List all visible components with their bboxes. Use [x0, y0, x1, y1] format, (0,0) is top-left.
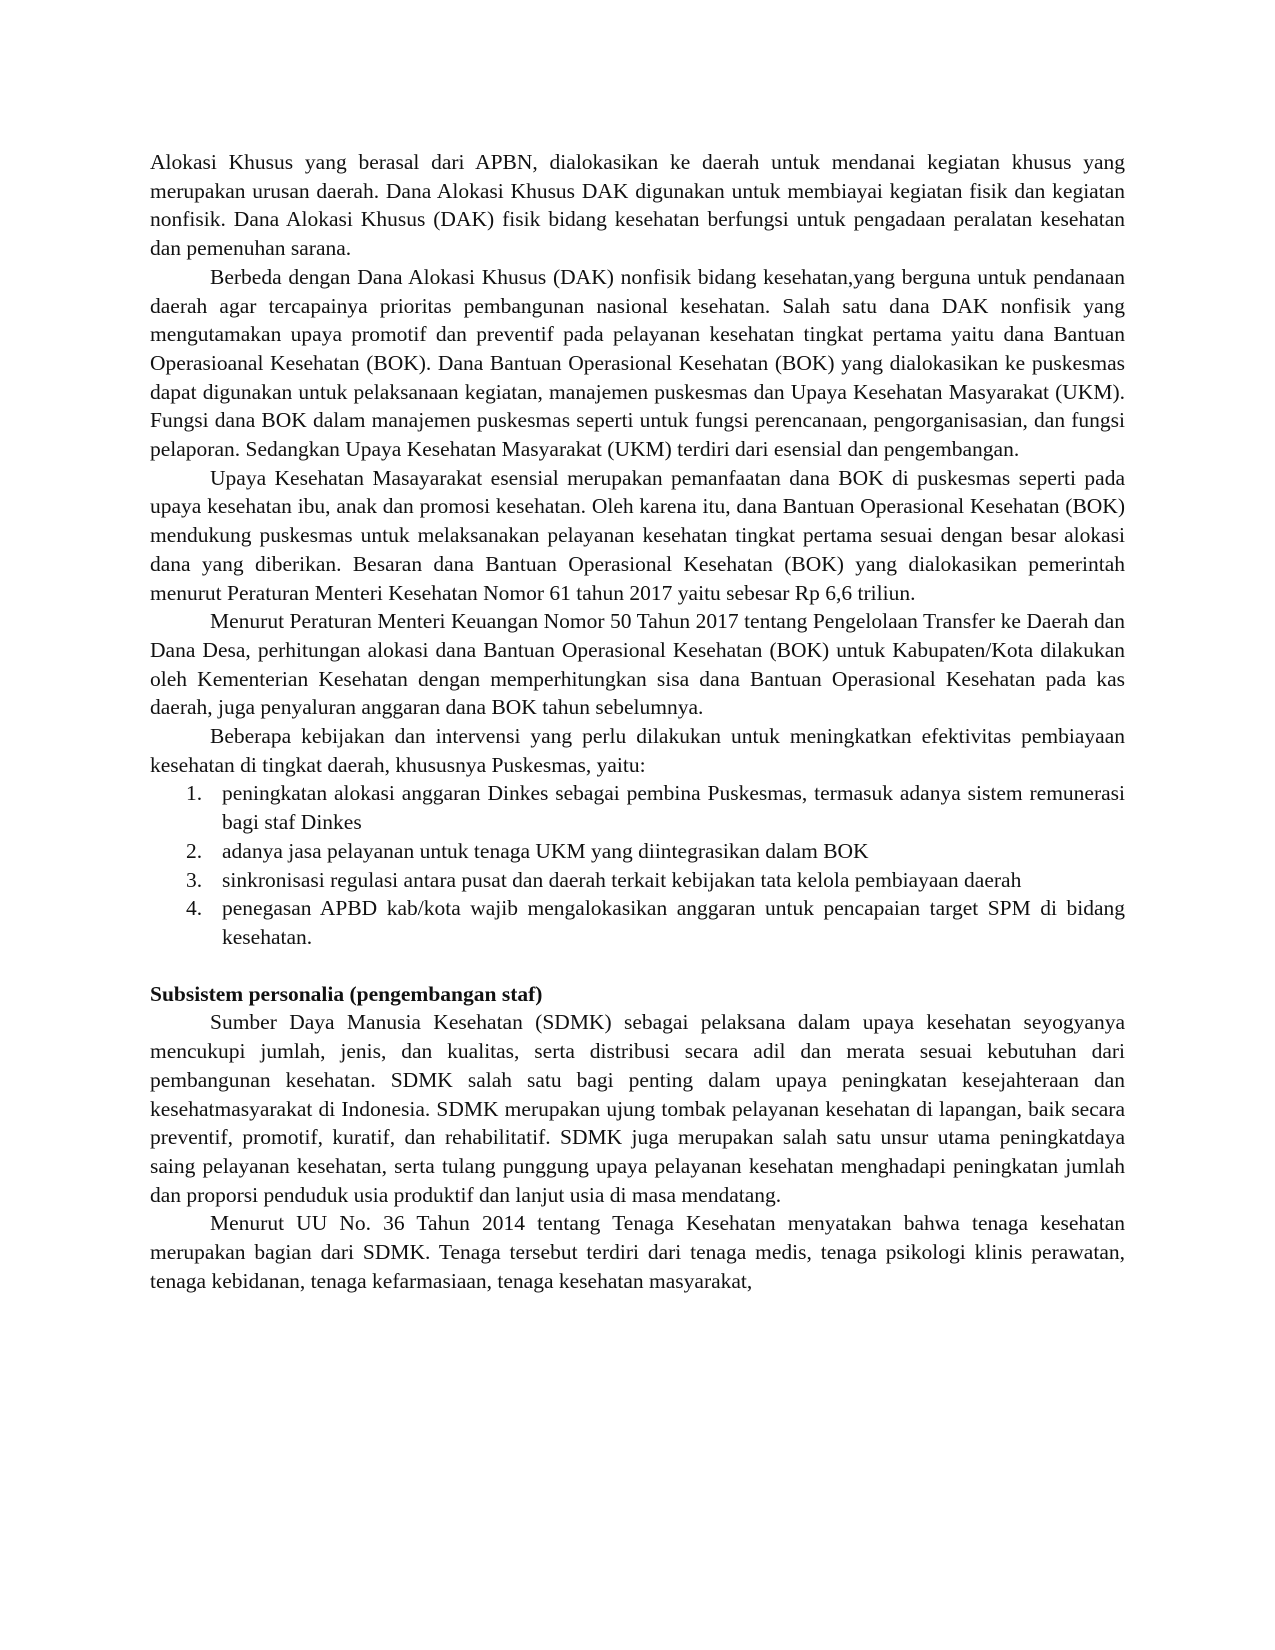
paragraph-uu-36: Menurut UU No. 36 Tahun 2014 tentang Tenaga Kesehatan menyatakan bahwa tenaga kesehatan merupakan bagian dari SDMK. Tenaga tersebut terdiri dari tenaga medis, tenaga psikologi klinis perawatan, tenaga kebidanan, tenaga kefarmasiaan, tenaga kesehatan masyarakat, [150, 1211, 1125, 1293]
list-text: peningkatan alokasi anggaran Dinkes sebagai pembina Puskesmas, termasuk adanya sistem remunerasi bagi staf Dinkes [222, 781, 1125, 835]
section-heading: Subsistem personalia (pengembangan staf) [150, 981, 543, 1006]
list-item [150, 866, 1125, 895]
list-text: sinkronisasi regulasi antara pusat dan daerah terkait kebijakan tata kelola pembiayaan daerah [222, 867, 1022, 892]
paragraph-dak-intro: Alokasi Khusus yang berasal dari APBN, dialokasikan ke daerah untuk mendanai kegiatan khusus yang merupakan urusan daerah. Dana Alokasi Khusus DAK digunakan untuk membiayai kegiatan fisik dan kegiatan nonfisik. Dana Alokasi Khusus (DAK) fisik bidang kesehatan berfungsi untuk pengadaan peralatan kesehatan dan pemenuhan sarana. [150, 150, 1125, 261]
list-number: 3. [186, 867, 203, 892]
list-number: 4. [186, 896, 203, 921]
paragraph-dak-nonfisik: Berbeda dengan Dana Alokasi Khusus (DAK) nonfisik bidang kesehatan,yang berguna untuk pendanaan daerah agar tercapainya prioritas pembangunan nasional kesehatan. Salah satu dana DAK nonfisik yang mengutamakan upaya promotif dan preventif pada pelayanan kesehatan tingkat pertama yaitu dana Bantuan Operasioanal Kesehatan (BOK). Dana Bantuan Operasional Kesehatan (BOK) yang dialokasikan ke puskesmas dapat digunakan untuk pelaksanaan kegiatan, manajemen puskesmas dan Upaya Kesehatan Masyarakat (UKM). Fungsi dana BOK dalam manajemen puskesmas seperti untuk fungsi perencanaan, pengorganisasian, dan fungsi pelaporan. Sedangkan Upaya Kesehatan Masyarakat (UKM) terdiri dari esensial dan pengembangan. [150, 264, 1125, 462]
list-item [150, 779, 1125, 836]
list-number: 2. [186, 838, 203, 863]
list-text: penegasan APBD kab/kota wajib mengalokasikan anggaran untuk pencapaian target SPM di bidang kesehatan. [222, 896, 1125, 949]
document-page [150, 148, 1125, 1295]
list-text: adanya jasa pelayanan untuk tenaga UKM yang diintegrasikan dalam BOK [222, 838, 869, 863]
paragraph-pmk-50: Menurut Peraturan Menteri Keuangan Nomor 50 Tahun 2017 tentang Pengelolaan Transfer ke Daerah dan Dana Desa, perhitungan alokasi dana Bantuan Operasional Kesehatan (BOK) untuk Kabupaten/Kota dilakukan oleh Kementerian Kesehatan dengan memperhitungkan sisa dana Bantuan Operasional Kesehatan pada kas daerah, juga penyaluran anggaran dana BOK tahun sebelumnya. [150, 609, 1125, 720]
list-item [150, 894, 1125, 951]
paragraph-sdmk: Sumber Daya Manusia Kesehatan (SDMK) sebagai pelaksana dalam upaya kesehatan seyogyanya mencukupi jumlah, jenis, dan kualitas, serta distribusi secara adil dan merata sesuai kebutuhan dari pembangunan kesehatan. SDMK salah satu bagi penting dalam upaya peningkatan kesejahteraan dan kesehatmasyarakat di Indonesia. SDMK merupakan ujung tombak pelayanan kesehatan di lapangan, baik secara preventif, promotif, kuratif, dan rehabilitatif. SDMK juga merupakan salah satu unsur utama peningkatdaya saing pelayanan kesehatan, serta tulang punggung upaya pelayanan kesehatan menghadapi peningkatan jumlah dan proporsi penduduk usia produktif dan lanjut usia di masa mendatang. [150, 1010, 1125, 1207]
list-item [150, 837, 1125, 866]
list-number: 1. [186, 781, 203, 806]
paragraph-ukm-esensial: Upaya Kesehatan Masayarakat esensial merupakan pemanfaatan dana BOK di puskesmas seperti pada upaya kesehatan ibu, anak dan promosi kesehatan. Oleh karena itu, dana Bantuan Operasional Kesehatan (BOK) mendukung puskesmas untuk melaksanakan pelayanan kesehatan tingkat pertama sesuai dengan besar alokasi dana yang diberikan. Besaran dana Bantuan Operasional Kesehatan (BOK) yang dialokasikan pemerintah menurut Peraturan Menteri Kesehatan Nomor 61 tahun 2017 yaitu sebesar Rp 6,6 triliun. [150, 465, 1125, 605]
paragraph-kebijakan-intro: Beberapa kebijakan dan intervensi yang perlu dilakukan untuk meningkatkan efektivitas pembiayaan kesehatan di tingkat daerah, khususnya Puskesmas, yaitu: [150, 724, 1125, 777]
policy-list [150, 779, 1125, 951]
